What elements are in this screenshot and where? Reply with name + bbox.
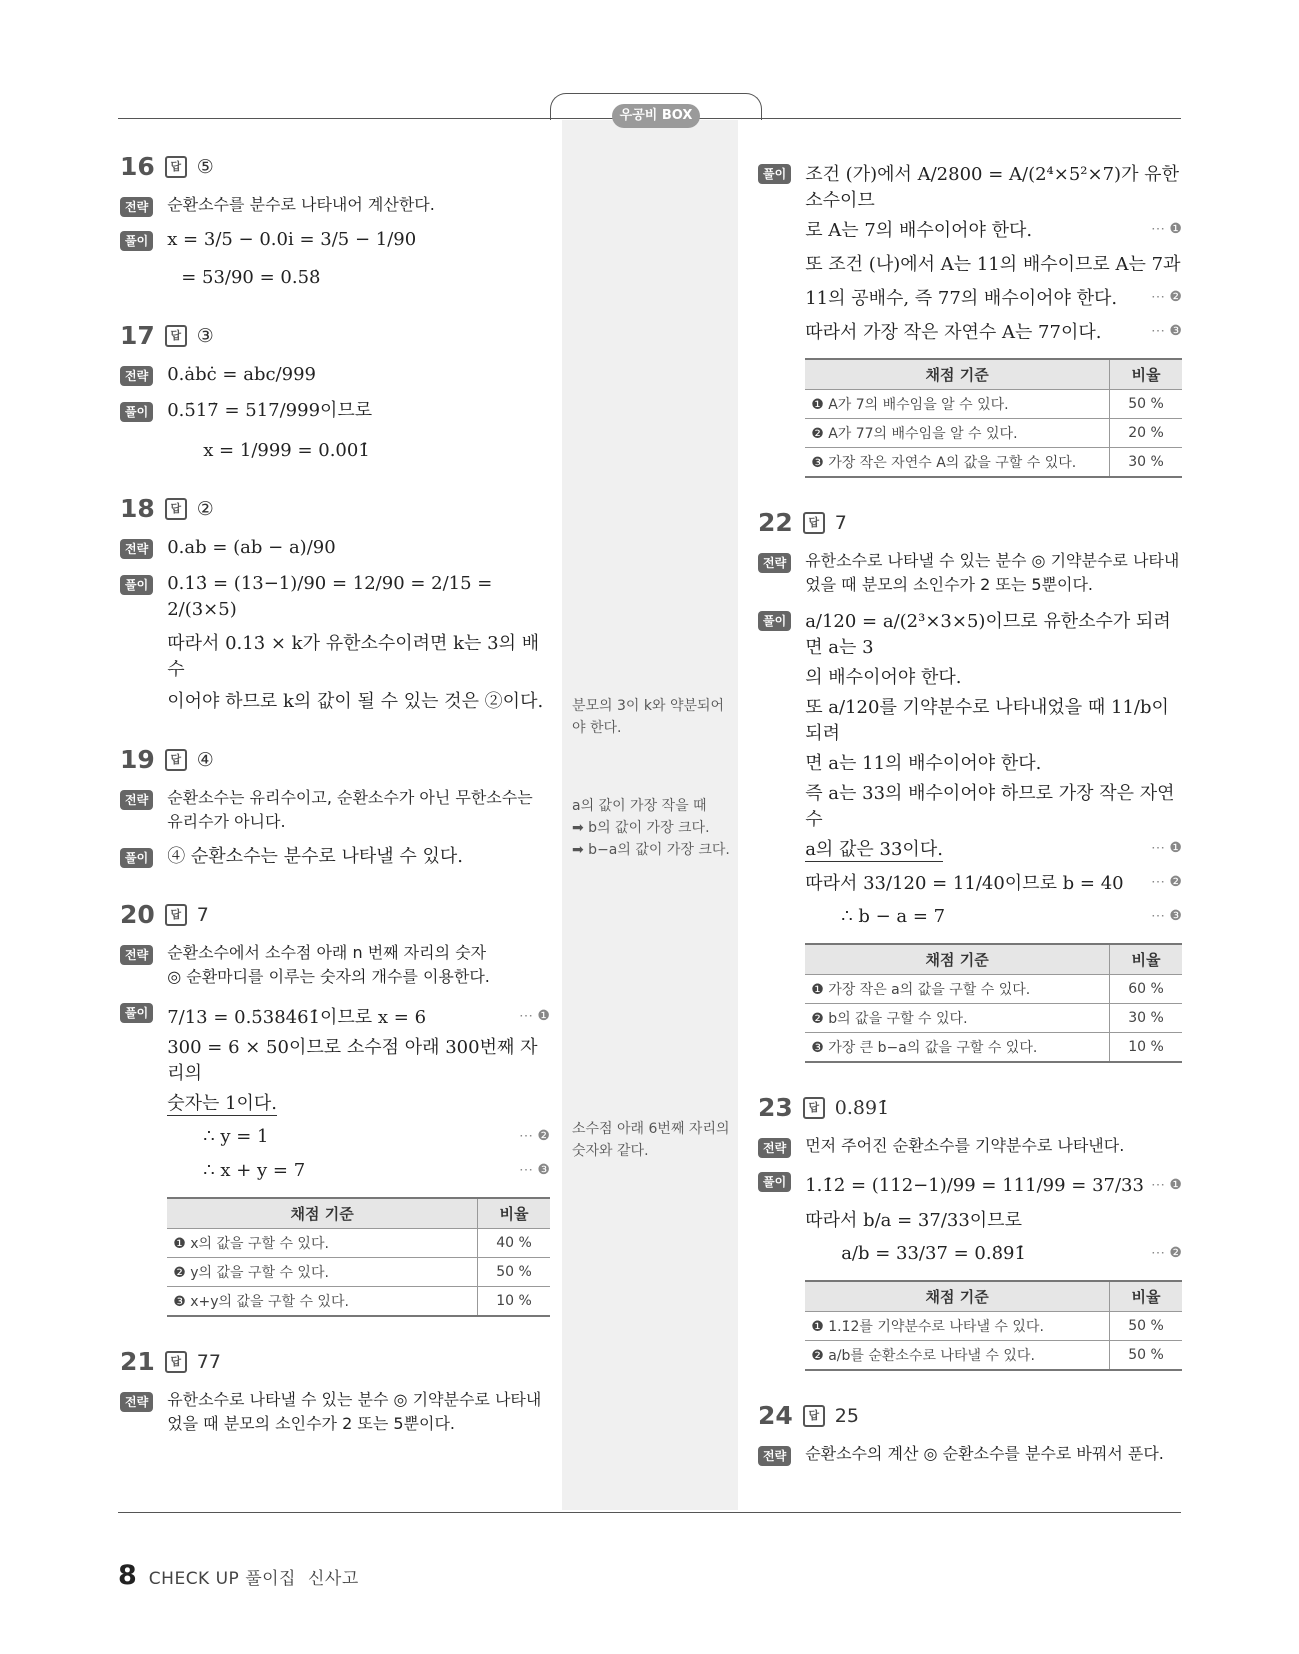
answer-value: ⑤: [196, 155, 214, 178]
solution-line: a의 값은 33이다.: [805, 835, 943, 862]
solution-line: 11의 공배수, 즉 77의 배수이어야 한다.: [805, 288, 1118, 309]
solution-line: 또 조건 (나)에서 A는 11의 배수이므로 A는 7과: [805, 254, 1181, 275]
step-mark: ⋯ ❶: [1150, 840, 1182, 856]
table-header: 비율: [478, 1198, 551, 1229]
solution-line: 1.1̇2̇ = (112−1)/99 = 111/99 = 37/33: [805, 1174, 1144, 1196]
answer-icon: 답: [165, 498, 187, 520]
solution-line: ④ 순환소수는 분수로 나타낼 수 있다.: [167, 846, 463, 867]
problem-number: 17: [120, 321, 155, 350]
strategy-text: 0.ȧbċ = abc/999: [167, 364, 316, 385]
scoring-table: 채점 기준 비율 ❶ 1.1̇2̇를 기약분수로 나타낼 수 있다. 50 % ❷ a/b를 순환소수로 나타낼 수 있다. 50 %: [805, 1280, 1182, 1371]
problem-number: 22: [758, 508, 793, 537]
solution-tag: 풀이: [758, 611, 791, 631]
problem-22: [758, 508, 1182, 1063]
solution-tag: 풀이: [120, 848, 153, 868]
answer-icon: 답: [165, 749, 187, 771]
answer-icon: 답: [803, 1405, 825, 1427]
solution-tag: 풀이: [120, 231, 153, 251]
side-note-2: a의 값이 가장 작을 때 ➡ b의 값이 가장 크다. ➡ b−a의 값이 가장 크다.: [572, 798, 730, 858]
problem-19: [120, 745, 550, 870]
table-row: ❸ 가장 작은 자연수 A의 값을 구할 수 있다. 30 %: [805, 448, 1182, 478]
side-note-1: 분모의 3이 k와 약분되어야 한다.: [572, 698, 725, 736]
solution-line: 따라서 0.13̇ × k가 유한소수이려면 k는 3의 배수: [167, 633, 540, 680]
answer-icon: 답: [165, 156, 187, 178]
table-row: ❶ x의 값을 구할 수 있다. 40 %: [167, 1229, 550, 1258]
solution-line: 의 배수이어야 한다.: [805, 667, 962, 688]
strategy-text: 순환소수는 유리수이고, 순환소수가 아닌 무한소수는 유리수가 아니다.: [167, 788, 533, 831]
problem-number: 20: [120, 900, 155, 929]
solution-line: 로 A는 7의 배수이어야 한다.: [805, 220, 1033, 241]
strategy-tag: 전략: [758, 1138, 791, 1158]
solution-tag: 풀이: [120, 402, 153, 422]
problem-number: 21: [120, 1347, 155, 1376]
box-label: 우공비 BOX: [612, 104, 700, 128]
bottom-rule: [118, 1512, 1181, 1513]
problem-number: 23: [758, 1093, 793, 1122]
problem-21-solution: [758, 160, 1182, 478]
problem-number: 16: [120, 152, 155, 181]
step-mark: ⋯ ❶: [1150, 1177, 1182, 1193]
scoring-table: 채점 기준 비율 ❶ 가장 작은 a의 값을 구할 수 있다. 60 % ❷ b의 값을 구할 수 있다. 30 % ❸ 가장 큰 b−a의 값을 구할 수 있다. 10 %: [805, 943, 1182, 1063]
problem-18: [120, 494, 550, 715]
solution-line: = 53/90 = 0.58̇: [181, 267, 321, 288]
solution-line: x = 1/999 = 0.0̇01̇: [203, 440, 370, 461]
page-number: 8: [118, 1560, 137, 1591]
solution-line: 따라서 33/120 = 11/40이므로 b = 40: [805, 873, 1124, 894]
solution-line: 숫자는 1이다.: [167, 1089, 277, 1116]
answer-icon: 답: [803, 512, 825, 534]
problem-21-head: [120, 1347, 550, 1436]
solution-line: 이어야 하므로 k의 값이 될 수 있는 것은 ②이다.: [167, 691, 544, 712]
solution-line: 면 a는 11의 배수이어야 한다.: [805, 753, 1042, 774]
strategy-text: 먼저 주어진 순환소수를 기약분수로 나타낸다.: [805, 1136, 1125, 1155]
step-mark: ⋯ ❸: [1150, 323, 1182, 339]
answer-value: 7: [196, 903, 209, 926]
problem-17: [120, 321, 550, 464]
problem-24: [758, 1401, 1182, 1466]
table-row: ❷ A가 77의 배수임을 알 수 있다. 20 %: [805, 419, 1182, 448]
scoring-table: [167, 1197, 550, 1317]
strategy-text: 유한소수로 나타낼 수 있는 분수 ◎ 기약분수로 나타내었을 때 분모의 소인수가 2 또는 5뿐이다.: [805, 551, 1180, 594]
step-mark: ⋯ ❶: [1150, 221, 1182, 237]
strategy-tag: 전략: [120, 790, 153, 810]
problem-23: [758, 1093, 1182, 1371]
step-mark: ⋯ ❷: [518, 1128, 550, 1144]
solution-line: 또 a/120를 기약분수로 나타내었을 때 11/b이 되려: [805, 697, 1169, 744]
solution-line: 따라서 b/a = 37/33이므로: [805, 1210, 1022, 1231]
step-mark: ⋯ ❷: [1150, 289, 1182, 305]
strategy-text: 순환소수의 계산 ◎ 순환소수를 분수로 바꿔서 푼다.: [805, 1444, 1164, 1463]
table-row: ❷ y의 값을 구할 수 있다. 50 %: [167, 1258, 550, 1287]
solution-line: ∴ y = 1: [203, 1125, 269, 1147]
strategy-text: ◎ 순환마디를 이루는 숫자의 개수를 이용한다.: [167, 967, 490, 986]
table-row: ❶ 가장 작은 a의 값을 구할 수 있다. 60 %: [805, 975, 1182, 1004]
step-mark: ⋯ ❷: [1150, 1245, 1182, 1261]
answer-icon: 답: [803, 1097, 825, 1119]
strategy-tag: 전략: [120, 539, 153, 559]
problem-16: [120, 152, 550, 291]
scoring-table: 채점 기준 비율 ❶ A가 7의 배수임을 알 수 있다. 50 % ❷ A가 77의 배수임을 알 수 있다. 20 % ❸ 가장 작은 자연수 A의 값을 구할 수 있다. 30 %: [805, 358, 1182, 478]
solution-line: 7/13 = 0.5̇38461̇이므로 x = 6: [167, 1007, 427, 1028]
answer-value: 77: [196, 1350, 221, 1373]
solution-tag: 풀이: [758, 1172, 791, 1192]
footer: [118, 1560, 359, 1591]
problem-number: 24: [758, 1401, 793, 1430]
answer-value: 25: [834, 1404, 859, 1427]
strategy-tag: 전략: [758, 553, 791, 573]
solution-line: 따라서 가장 작은 자연수 A는 77이다.: [805, 322, 1102, 343]
right-column: [758, 160, 1182, 1496]
answer-value: 0.8̇91̇: [834, 1096, 890, 1119]
solution-line: 조건 (가)에서 A/2800 = A/(2⁴×5²×7)가 유한소수이므: [805, 164, 1179, 211]
solution-line: 즉 a는 33의 배수이어야 하므로 가장 작은 자연수: [805, 783, 1175, 830]
problem-number: 19: [120, 745, 155, 774]
solution-tag: 풀이: [758, 164, 791, 184]
strategy-tag: 전략: [120, 197, 153, 217]
answer-value: 7: [834, 511, 847, 534]
strategy-text: 유한소수로 나타낼 수 있는 분수 ◎ 기약분수로 나타내었을 때 분모의 소인수가 2 또는 5뿐이다.: [167, 1390, 542, 1433]
strategy-text: 0.ab = (ab − a)/90: [167, 537, 336, 558]
solution-line: 0.5̇17̇ = 517/999이므로: [167, 400, 373, 421]
answer-icon: 답: [165, 325, 187, 347]
strategy-tag: 전략: [758, 1446, 791, 1466]
answer-value: ③: [196, 324, 214, 347]
table-row: ❶ A가 7의 배수임을 알 수 있다. 50 %: [805, 390, 1182, 419]
side-note-3: 소수점 아래 6번째 자리의 숫자와 같다.: [572, 1121, 730, 1159]
strategy-tag: 전략: [120, 1392, 153, 1412]
solution-line: 300 = 6 × 50이므로 소수점 아래 300번째 자리의: [167, 1037, 538, 1084]
problem-20: [120, 900, 550, 1317]
table-row: ❷ a/b를 순환소수로 나타낼 수 있다. 50 %: [805, 1341, 1182, 1371]
answer-value: ②: [196, 497, 214, 520]
strategy-text: 순환소수에서 소수점 아래 n 번째 자리의 숫자: [167, 943, 487, 962]
solution-line: ∴ x + y = 7: [203, 1159, 306, 1181]
step-mark: ⋯ ❸: [518, 1162, 550, 1178]
solution-line: a/120 = a/(2³×3×5)이므로 유한소수가 되려면 a는 3: [805, 611, 1171, 658]
strategy-tag: 전략: [120, 945, 153, 965]
step-mark: ⋯ ❸: [1150, 908, 1182, 924]
solution-line: 0.13̇ = (13−1)/90 = 12/90 = 2/15 = 2/(3×5): [167, 573, 493, 620]
solution-line: ∴ b − a = 7: [841, 905, 946, 927]
solution-line: a/b = 33/37 = 0.8̇91̇: [841, 1242, 1026, 1264]
solution-tag: 풀이: [120, 575, 153, 595]
strategy-tag: 전략: [120, 366, 153, 386]
problem-number: 18: [120, 494, 155, 523]
table-header: 채점 기준: [167, 1198, 477, 1229]
solution-line: x = 3/5 − 0.0i = 3/5 − 1/90: [167, 229, 417, 250]
table-row: ❷ b의 값을 구할 수 있다. 30 %: [805, 1004, 1182, 1033]
solution-tag: 풀이: [120, 1003, 153, 1023]
step-mark: ⋯ ❶: [518, 1008, 550, 1024]
table-row: ❸ x+y의 값을 구할 수 있다. 10 %: [167, 1287, 550, 1317]
strategy-text: 순환소수를 분수로 나타내어 계산한다.: [167, 195, 435, 214]
left-column: [120, 152, 550, 1466]
series-title: CHECK UP 풀이집: [148, 1569, 296, 1589]
answer-icon: 답: [165, 1351, 187, 1373]
answer-icon: 답: [165, 904, 187, 926]
table-row: ❸ 가장 큰 b−a의 값을 구할 수 있다. 10 %: [805, 1033, 1182, 1063]
brand-name: 신사고: [307, 1569, 359, 1589]
table-row: ❶ 1.1̇2̇를 기약분수로 나타낼 수 있다. 50 %: [805, 1312, 1182, 1341]
answer-value: ④: [196, 748, 214, 771]
step-mark: ⋯ ❷: [1150, 874, 1182, 890]
